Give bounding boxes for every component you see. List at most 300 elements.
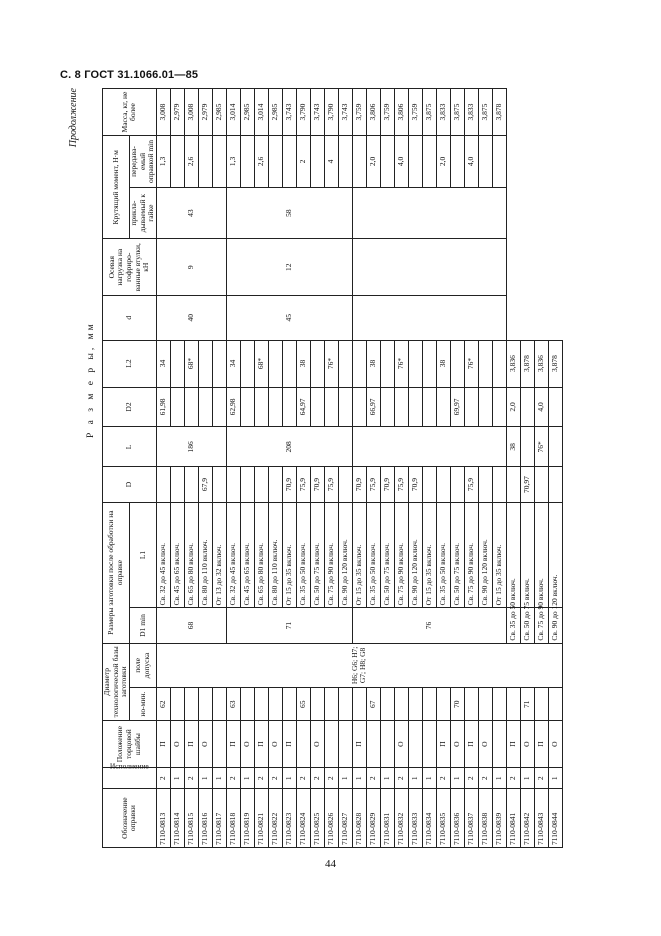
- cell-nom: 67: [366, 688, 380, 721]
- cell-des: 7110-0841: [506, 789, 520, 848]
- cell-D1min: 71: [226, 608, 352, 643]
- table-row: [506, 89, 520, 848]
- cell-D2: 66,97: [366, 387, 380, 427]
- cell-des: 7110-0832: [394, 789, 408, 848]
- cell-mass: 3,014: [226, 89, 240, 136]
- cell-D: [338, 467, 352, 502]
- cell-mass: 3,014: [254, 89, 268, 136]
- cell-tm: [198, 136, 212, 188]
- cell-D: [436, 467, 450, 502]
- cell-d: 40: [156, 295, 226, 340]
- cell-torque_nut: 43: [156, 187, 226, 239]
- col-torque-nut: прикла-дываемый к гайке: [129, 187, 156, 239]
- cell-D: 70,9: [310, 467, 324, 502]
- cell-pos: [408, 721, 422, 768]
- table-row: [156, 89, 170, 848]
- page-header: С. 8 ГОСТ 31.1066.01—85: [60, 69, 199, 81]
- cell-D2: 69,97: [450, 387, 464, 427]
- cell-exec: 2: [254, 768, 268, 789]
- cell-nom: [268, 688, 282, 721]
- cell-tm: [282, 136, 296, 188]
- cell-tm: [352, 136, 366, 188]
- cell-L1: Св. 75 до 90 включ.: [324, 502, 338, 608]
- cell-mass: 3,806: [366, 89, 380, 136]
- cell-L1: От 15 до 35 включ.: [352, 502, 366, 608]
- cell-tm: 4,0: [394, 136, 408, 188]
- cell-D: [156, 467, 170, 502]
- cell-des: 7110-0814: [170, 789, 184, 848]
- cell-des: 7110-0828: [352, 789, 366, 848]
- cell-D: 75,9: [464, 467, 478, 502]
- cell-nom: [548, 688, 562, 721]
- cell-tolerance: H6; G6; H7; G7; H8; G8: [156, 643, 562, 688]
- cell-tm: [520, 387, 534, 427]
- cell-mass: 3,759: [408, 89, 422, 136]
- cell-mass: 3,790: [296, 89, 310, 136]
- cell-nom: [408, 688, 422, 721]
- cell-exec: 1: [338, 768, 352, 789]
- cell-exec: 2: [478, 768, 492, 789]
- cell-mass: 3,790: [324, 89, 338, 136]
- cell-exec: 1: [240, 768, 254, 789]
- cell-D: [226, 467, 240, 502]
- cell-des: 7110-0822: [268, 789, 282, 848]
- cell-des: 7110-0821: [254, 789, 268, 848]
- cell-L2: 68*: [254, 340, 268, 387]
- cell-pos: О: [450, 721, 464, 768]
- table-row: [226, 89, 240, 848]
- col-L2: L2: [103, 340, 157, 387]
- col-washer-position: Положение торцовой шайбы: [103, 721, 157, 768]
- col-L: L: [103, 427, 157, 467]
- cell-exec: 1: [520, 768, 534, 789]
- cell-L1: От 13 до 32 включ.: [212, 502, 226, 608]
- cell-mass: 3,008: [156, 89, 170, 136]
- cell-D: 75,9: [394, 467, 408, 502]
- cell-nom: [506, 688, 520, 721]
- cell-D2: 70,97: [520, 467, 534, 502]
- continuation-label: Продолжение: [68, 88, 79, 148]
- cell-mass: 3,743: [310, 89, 324, 136]
- col-D: D: [103, 467, 157, 502]
- cell-mass: 3,875: [478, 89, 492, 136]
- cell-L1: От 15 до 35 включ.: [492, 502, 506, 608]
- cell-D: [268, 467, 282, 502]
- cell-L2: [268, 340, 282, 387]
- cell-D: [212, 467, 226, 502]
- cell-pos: П: [184, 721, 198, 768]
- cell-des: 7110-0819: [240, 789, 254, 848]
- cell-L2: 76*: [464, 340, 478, 387]
- cell-L1: Св. 35 до 50 включ.: [366, 502, 380, 608]
- cell-pos: [338, 721, 352, 768]
- cell-des: 7110-0824: [296, 789, 310, 848]
- cell-mass: 2,979: [170, 89, 184, 136]
- cell-des: 7110-0813: [156, 789, 170, 848]
- cell-tm: [212, 136, 226, 188]
- cell-des: 7110-0844: [548, 789, 562, 848]
- cell-tm: [170, 136, 184, 188]
- cell-D: 75,9: [366, 467, 380, 502]
- cell-D2: 62,98: [226, 387, 240, 427]
- cell-nom: [394, 688, 408, 721]
- cell-pos: П: [534, 721, 548, 768]
- col-torque: Крутящий момент, Н·м: [103, 136, 130, 239]
- col-torque-mandrel: передава-емый оправкой min: [129, 136, 156, 188]
- cell-D: [240, 467, 254, 502]
- cell-L2: 76*: [394, 340, 408, 387]
- cell-D: [184, 467, 198, 502]
- cell-pos: [296, 721, 310, 768]
- cell-mass: 3,878: [492, 89, 506, 136]
- cell-D2: [422, 387, 436, 427]
- cell-L1: Св. 75 до 90 включ.: [464, 502, 478, 608]
- cell-tm: 1,3: [156, 136, 170, 188]
- cell-D: [422, 467, 436, 502]
- cell-L2: [310, 340, 324, 387]
- cell-exec: 1: [548, 768, 562, 789]
- cell-pos: П: [464, 721, 478, 768]
- cell-nom: [324, 688, 338, 721]
- cell-nom: [254, 688, 268, 721]
- cell-D: 70,9: [408, 467, 422, 502]
- cell-nom: 65: [296, 688, 310, 721]
- cell-pos: П: [436, 721, 450, 768]
- cell-nom: [478, 688, 492, 721]
- cell-L2: 34: [156, 340, 170, 387]
- cell-nom: [170, 688, 184, 721]
- cell-L: [352, 427, 506, 467]
- cell-L1: Св. 90 до 120 включ.: [338, 502, 352, 608]
- cell-mass: 3,833: [436, 89, 450, 136]
- cell-exec: 1: [352, 768, 366, 789]
- cell-tm: [240, 136, 254, 188]
- cell-nom: [310, 688, 324, 721]
- cell-tm: [478, 136, 492, 188]
- table-row: [352, 89, 366, 848]
- cell-exec: 1: [492, 768, 506, 789]
- cell-tm: 2,6: [254, 136, 268, 188]
- page-number: 44: [325, 858, 336, 870]
- col-D1min: D1 min: [129, 608, 156, 643]
- cell-pos: П: [254, 721, 268, 768]
- cell-nom: [352, 688, 366, 721]
- cell-mass: 2,985: [240, 89, 254, 136]
- cell-L2: [492, 340, 506, 387]
- cell-D2: [506, 467, 520, 502]
- cell-mass: 2,979: [198, 89, 212, 136]
- cell-des: 7110-0826: [324, 789, 338, 848]
- cell-L2: [478, 340, 492, 387]
- rotated-table-container: [68, 88, 628, 848]
- cell-D: 75,9: [296, 467, 310, 502]
- cell-pos: О: [310, 721, 324, 768]
- cell-L1: Св. 35 до 50 включ.: [296, 502, 310, 608]
- cell-mass: 3,008: [184, 89, 198, 136]
- cell-tm: [380, 136, 394, 188]
- cell-mass: 3,875: [450, 89, 464, 136]
- cell-D: [478, 467, 492, 502]
- cell-exec: 2: [268, 768, 282, 789]
- cell-des: 7110-0831: [380, 789, 394, 848]
- cell-L1: Св. 75 до 90 включ.: [394, 502, 408, 608]
- cell-des: 7110-0835: [436, 789, 450, 848]
- col-base-diameter: Диаметр технологической базы заготовки: [103, 643, 130, 721]
- cell-pos: [422, 721, 436, 768]
- col-L1: L1: [129, 502, 156, 608]
- cell-D: [170, 467, 184, 502]
- col-blank-size: Размеры заготовки после обработки на оправке: [103, 502, 130, 643]
- cell-L: 208: [226, 427, 352, 467]
- cell-nom: [534, 688, 548, 721]
- cell-des: 7110-0823: [282, 789, 296, 848]
- cell-pos: [492, 721, 506, 768]
- cell-des: 7110-0829: [366, 789, 380, 848]
- cell-nom: [212, 688, 226, 721]
- cell-exec: 2: [366, 768, 380, 789]
- cell-L2: [548, 427, 562, 467]
- cell-tm: 2,0: [366, 136, 380, 188]
- cell-L1: Св. 35 до 50 включ.: [506, 608, 520, 643]
- col-d: d: [103, 295, 157, 340]
- dimensions-title: Р а з м е р ы, мм: [86, 321, 96, 438]
- cell-D: 67,9: [198, 467, 212, 502]
- spec-table: [102, 88, 563, 848]
- cell-D2: [324, 387, 338, 427]
- cell-pos: П: [156, 721, 170, 768]
- cell-axial_load: [352, 239, 506, 295]
- col-designation: Обозначение оправки: [103, 789, 157, 848]
- cell-mass: 3,836: [506, 340, 520, 387]
- cell-D2: 61,98: [156, 387, 170, 427]
- cell-D2: [268, 387, 282, 427]
- cell-D2: [548, 467, 562, 502]
- cell-pos: [212, 721, 226, 768]
- cell-L2: [352, 340, 366, 387]
- cell-des: 7110-0833: [408, 789, 422, 848]
- cell-L1: Св. 65 до 80 включ.: [184, 502, 198, 608]
- cell-L2: [408, 340, 422, 387]
- cell-exec: 2: [184, 768, 198, 789]
- cell-nom: 70: [450, 688, 464, 721]
- cell-des: 7110-0827: [338, 789, 352, 848]
- cell-pos: О: [240, 721, 254, 768]
- cell-des: 7110-0818: [226, 789, 240, 848]
- cell-L2: [450, 340, 464, 387]
- cell-pos: О: [548, 721, 562, 768]
- cell-D1min: 76: [352, 608, 506, 643]
- cell-L1: От 15 до 35 включ.: [282, 502, 296, 608]
- cell-tm: 2,0: [506, 387, 520, 427]
- cell-D2: [352, 387, 366, 427]
- cell-exec: 2: [506, 768, 520, 789]
- cell-mass: 3,875: [422, 89, 436, 136]
- cell-L1: Св. 32 до 45 включ.: [226, 502, 240, 608]
- cell-L1: Св. 75 до 90 включ.: [534, 608, 548, 643]
- cell-des: 7110-0836: [450, 789, 464, 848]
- cell-pos: О: [520, 721, 534, 768]
- cell-tm: 4: [324, 136, 338, 188]
- cell-mass: 3,878: [520, 340, 534, 387]
- cell-mass: 3,743: [282, 89, 296, 136]
- table-row: [548, 89, 562, 848]
- cell-L2: 38: [296, 340, 310, 387]
- cell-L1: Св. 35 до 50 включ.: [436, 502, 450, 608]
- cell-L2: 38: [506, 427, 520, 467]
- cell-tm: [422, 136, 436, 188]
- cell-exec: 2: [310, 768, 324, 789]
- cell-axial_load: 9: [156, 239, 226, 295]
- cell-L2: [422, 340, 436, 387]
- cell-nom: [380, 688, 394, 721]
- col-mass: Масса, кг, не более: [103, 89, 157, 136]
- cell-tm: 2,6: [184, 136, 198, 188]
- cell-des: 7110-0838: [478, 789, 492, 848]
- cell-exec: 2: [226, 768, 240, 789]
- cell-torque_nut: 58: [226, 187, 352, 239]
- cell-D2: [282, 387, 296, 427]
- cell-L2: [170, 340, 184, 387]
- col-axial-load: Осевая нагрузка на гофриро-ванные втулки, кН: [103, 239, 157, 295]
- cell-L1: От 15 до 35 включ.: [422, 502, 436, 608]
- cell-tm: [492, 136, 506, 188]
- cell-D2: [198, 387, 212, 427]
- cell-D2: [380, 387, 394, 427]
- cell-D2: [394, 387, 408, 427]
- cell-mass: 3,759: [380, 89, 394, 136]
- cell-D: [254, 467, 268, 502]
- cell-D: [450, 467, 464, 502]
- cell-L1: Св. 50 до 75 включ.: [520, 608, 534, 643]
- cell-nom: [422, 688, 436, 721]
- cell-tm: [548, 387, 562, 427]
- cell-nom: [184, 688, 198, 721]
- cell-D2: [408, 387, 422, 427]
- cell-exec: 2: [534, 768, 548, 789]
- cell-axial_load: 12: [226, 239, 352, 295]
- spec-table-body: [156, 89, 562, 848]
- cell-D2: [478, 387, 492, 427]
- cell-pos: П: [282, 721, 296, 768]
- cell-des: 7110-0815: [184, 789, 198, 848]
- cell-nom: [338, 688, 352, 721]
- cell-pos: П: [506, 721, 520, 768]
- cell-D2: [310, 387, 324, 427]
- cell-D: 70,9: [380, 467, 394, 502]
- cell-des: 7110-0837: [464, 789, 478, 848]
- cell-D2: [254, 387, 268, 427]
- cell-L1: Св. 90 до 120 включ.: [408, 502, 422, 608]
- cell-L2: 68*: [184, 340, 198, 387]
- cell-L2: 34: [226, 340, 240, 387]
- cell-L2: [520, 427, 534, 467]
- col-D2: D2: [103, 387, 157, 427]
- cell-L: 186: [156, 427, 226, 467]
- cell-exec: 2: [436, 768, 450, 789]
- cell-tm: [268, 136, 282, 188]
- cell-exec: 1: [450, 768, 464, 789]
- cell-D: [492, 467, 506, 502]
- cell-des: 7110-0817: [212, 789, 226, 848]
- cell-mass: 2,985: [268, 89, 282, 136]
- cell-d: [352, 295, 506, 340]
- cell-pos: О: [268, 721, 282, 768]
- cell-pos: [380, 721, 394, 768]
- cell-des: 7110-0842: [520, 789, 534, 848]
- cell-L1: Св. 32 до 45 включ.: [156, 502, 170, 608]
- cell-exec: 2: [156, 768, 170, 789]
- table-row: [520, 89, 534, 848]
- cell-nom: [198, 688, 212, 721]
- cell-L2: [282, 340, 296, 387]
- cell-tm: [408, 136, 422, 188]
- cell-exec: 1: [408, 768, 422, 789]
- cell-tm: 4,0: [464, 136, 478, 188]
- cell-D1min: 68: [156, 608, 226, 643]
- cell-D2: [184, 387, 198, 427]
- cell-nom: 71: [520, 688, 534, 721]
- cell-L2: 76*: [534, 427, 548, 467]
- cell-nom: [492, 688, 506, 721]
- cell-L1: Св. 50 до 75 включ.: [380, 502, 394, 608]
- cell-L2: 76*: [324, 340, 338, 387]
- cell-pos: О: [170, 721, 184, 768]
- cell-exec: 1: [198, 768, 212, 789]
- cell-L1: Св. 50 до 75 включ.: [310, 502, 324, 608]
- cell-L2: [198, 340, 212, 387]
- cell-tm: 2,0: [436, 136, 450, 188]
- cell-L1: Св. 80 до 110 включ.: [268, 502, 282, 608]
- cell-D: 70,9: [352, 467, 366, 502]
- cell-L2: 38: [436, 340, 450, 387]
- cell-nom: 62: [156, 688, 170, 721]
- cell-mass: 3,833: [464, 89, 478, 136]
- cell-des: 7110-0834: [422, 789, 436, 848]
- cell-nom: [436, 688, 450, 721]
- cell-D2: [464, 387, 478, 427]
- cell-exec: 1: [170, 768, 184, 789]
- cell-pos: О: [198, 721, 212, 768]
- cell-L1: Св. 65 до 80 включ.: [254, 502, 268, 608]
- cell-tm: [450, 136, 464, 188]
- cell-tm: 1,3: [226, 136, 240, 188]
- cell-D: 70,9: [282, 467, 296, 502]
- cell-mass: 3,836: [534, 340, 548, 387]
- cell-L1: Св. 90 до 120 включ.: [548, 608, 562, 643]
- col-tolerance: поле допуска: [129, 643, 156, 688]
- cell-L1: Св. 90 до 120 включ.: [478, 502, 492, 608]
- cell-exec: 2: [324, 768, 338, 789]
- cell-L1: Св. 50 до 75 включ.: [450, 502, 464, 608]
- cell-exec: 1: [422, 768, 436, 789]
- cell-nom: [282, 688, 296, 721]
- cell-L2: [212, 340, 226, 387]
- cell-mass: 3,759: [352, 89, 366, 136]
- cell-mass: 3,806: [394, 89, 408, 136]
- cell-exec: 1: [282, 768, 296, 789]
- cell-D2: [492, 387, 506, 427]
- cell-mass: 3,743: [338, 89, 352, 136]
- cell-D2: [212, 387, 226, 427]
- cell-pos: П: [352, 721, 366, 768]
- cell-L1: Св. 45 до 65 включ.: [240, 502, 254, 608]
- cell-D2: [170, 387, 184, 427]
- cell-pos: [366, 721, 380, 768]
- cell-exec: 1: [212, 768, 226, 789]
- cell-D2: [338, 387, 352, 427]
- cell-D2: 64,97: [296, 387, 310, 427]
- cell-D2: [240, 387, 254, 427]
